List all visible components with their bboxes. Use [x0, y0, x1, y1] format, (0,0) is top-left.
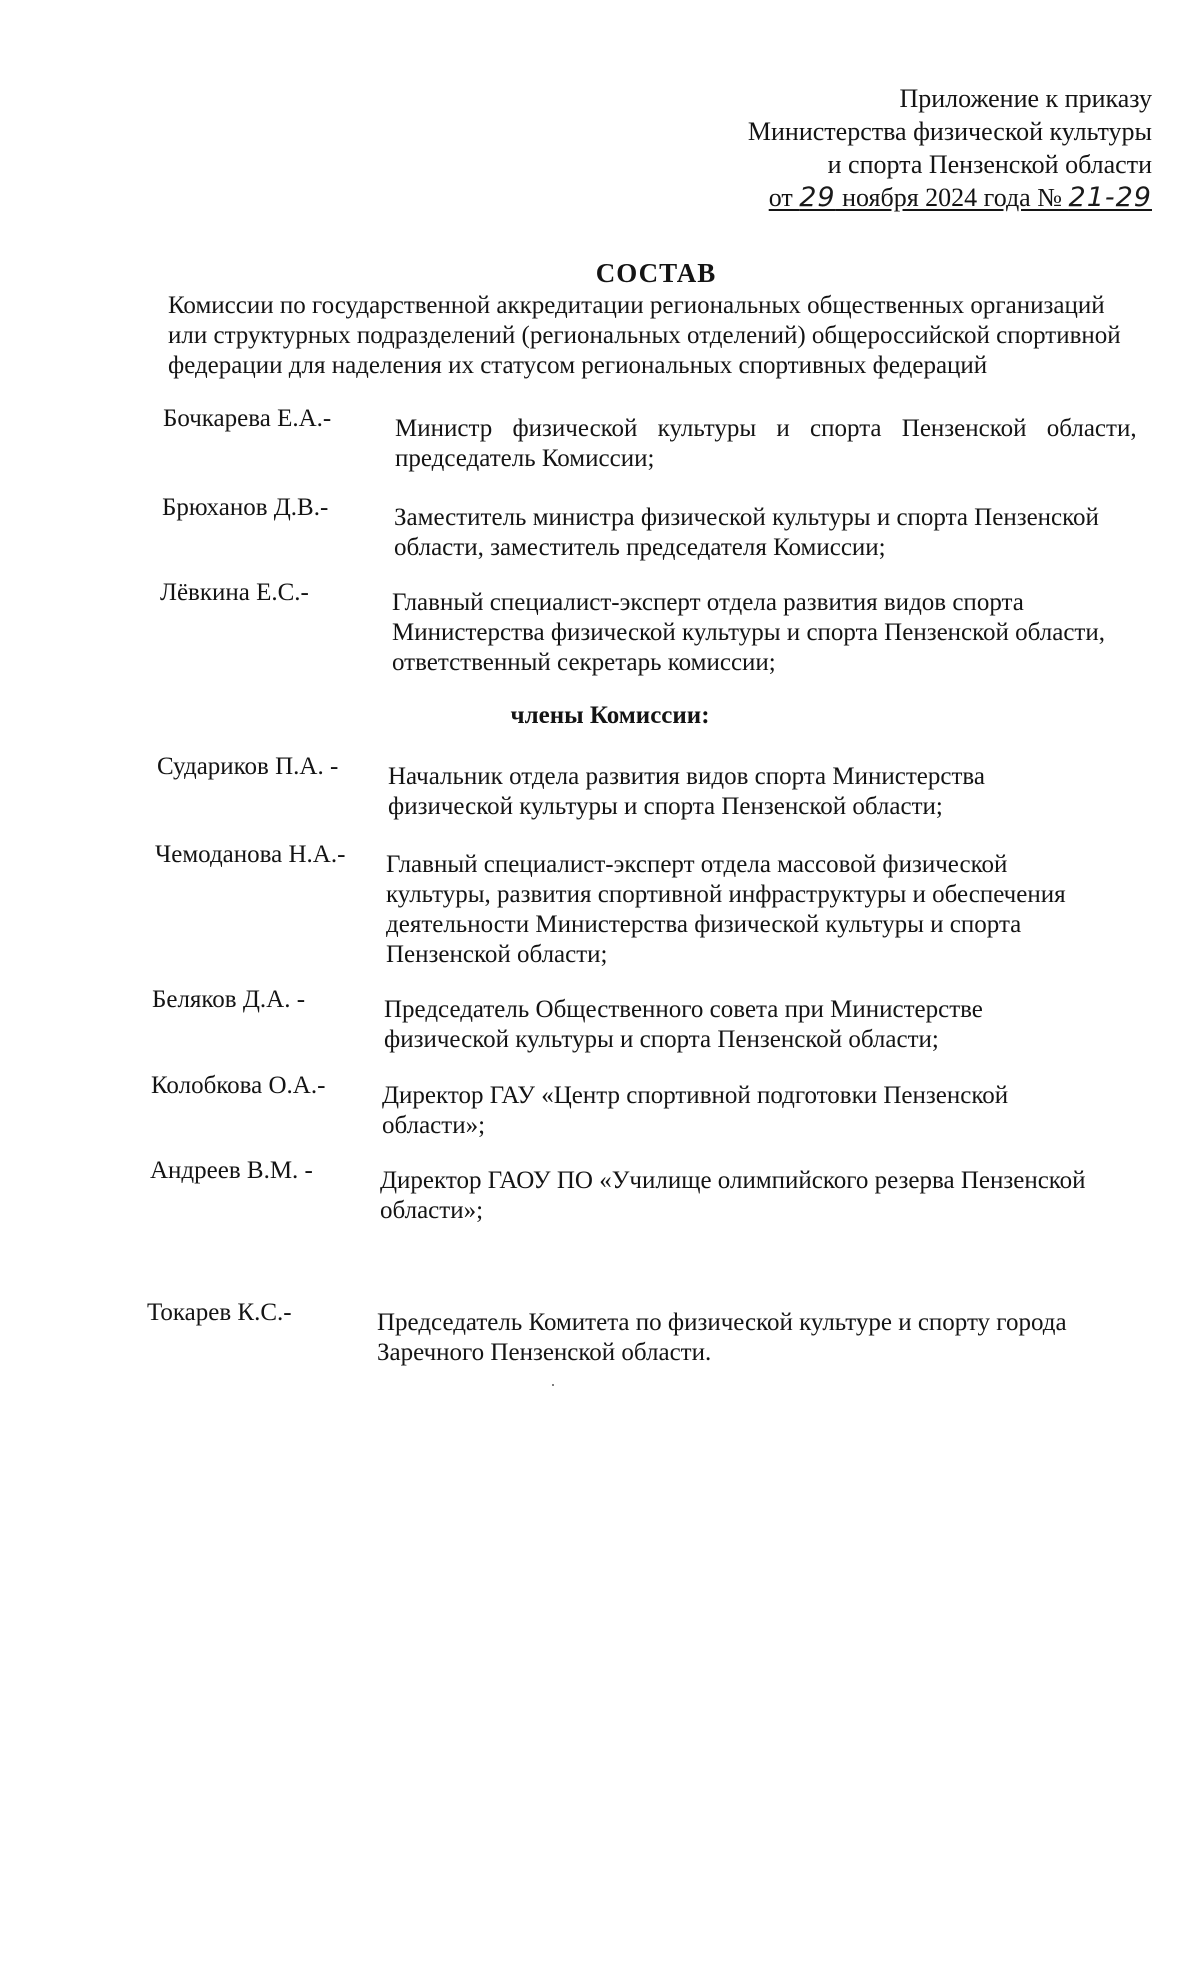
order-day-handwritten: 29 — [799, 182, 836, 213]
member-position — [386, 850, 1066, 970]
member-name: Лёвкина Е.С.- — [160, 579, 309, 606]
position-line: Министр физической культуры и спорта Пензенской области, — [395, 415, 1137, 442]
position-line: Заречного Пензенской области. — [377, 1339, 712, 1366]
position-line: председатель Комиссии; — [395, 445, 655, 472]
position-line: Пензенской области; — [386, 941, 608, 968]
position-line: деятельности Министерства физической культуры и спорта — [386, 911, 1022, 938]
position-line: области»; — [382, 1112, 486, 1139]
member-position — [388, 762, 985, 822]
member-name: Андреев В.М. - — [150, 1157, 313, 1184]
position-line: Директор ГАУ «Центр спортивной подготовки Пензенской — [382, 1082, 1009, 1109]
member-name: Беляков Д.А. - — [152, 986, 306, 1013]
subtitle-line: или структурных подразделений (региональных отделений) общероссийской спортивной — [168, 322, 1121, 349]
subtitle-line: федерации для наделения их статусом региональных спортивных федераций — [168, 352, 988, 379]
position-line: Председатель Общественного совета при Министерстве — [384, 996, 983, 1023]
header-line-2: Министерства физической культуры — [747, 117, 1152, 146]
order-prefix: от — [768, 183, 800, 212]
position-line: Главный специалист-эксперт отдела массовой физической — [386, 851, 1008, 878]
position-line: Министерства физической культуры и спорта Пензенской области, — [392, 619, 1105, 646]
member-position — [395, 414, 1135, 474]
member-position — [380, 1166, 1086, 1226]
position-line: Председатель Комитета по физической культуре и спорту города — [377, 1309, 1067, 1336]
member-name: Судариков П.А. - — [157, 753, 339, 780]
position-line: Директор ГАОУ ПО «Училище олимпийского резерва Пензенской — [380, 1167, 1086, 1194]
header-line-3: и спорта Пензенской области — [827, 150, 1152, 179]
position-line: физической культуры и спорта Пензенской области; — [384, 1026, 939, 1053]
member-name: Токарев К.С.- — [147, 1299, 292, 1326]
document-title: СОСТАВ — [595, 258, 717, 288]
order-number-handwritten: 21-29 — [1068, 182, 1152, 213]
members-heading: члены Комиссии: — [510, 702, 710, 729]
member-position — [394, 503, 1099, 563]
position-line: физической культуры и спорта Пензенской области; — [388, 793, 943, 820]
member-position — [392, 588, 1105, 678]
appendix-header — [748, 82, 1152, 214]
member-name: Брюханов Д.В.- — [162, 494, 329, 521]
order-reference — [748, 181, 1152, 214]
position-line: области, заместитель председателя Комиссии; — [394, 534, 886, 561]
member-name: Чемоданова Н.А.- — [155, 841, 346, 868]
member-name: Бочкарева Е.А.- — [163, 405, 332, 432]
position-line: области»; — [380, 1197, 484, 1224]
order-middle: ноября 2024 года № — [835, 183, 1069, 212]
subtitle-line: Комиссии по государственной аккредитации региональных общественных организаций — [168, 292, 1105, 319]
member-name: Колобкова О.А.- — [151, 1072, 326, 1099]
position-line: Заместитель министра физической культуры и спорта Пензенской — [394, 504, 1099, 531]
member-position — [384, 995, 983, 1055]
header-line-1: Приложение к приказу — [899, 84, 1152, 113]
member-position — [382, 1081, 1008, 1141]
position-line: ответственный секретарь комиссии; — [392, 649, 776, 676]
position-line: Главный специалист-эксперт отдела развития видов спорта — [392, 589, 1024, 616]
member-position — [377, 1308, 1067, 1368]
position-line: Начальник отдела развития видов спорта Министерства — [388, 763, 985, 790]
scan-speck — [552, 1384, 554, 1386]
document-subtitle — [168, 291, 1143, 381]
position-line: культуры, развития спортивной инфраструктуры и обеспечения — [386, 881, 1066, 908]
